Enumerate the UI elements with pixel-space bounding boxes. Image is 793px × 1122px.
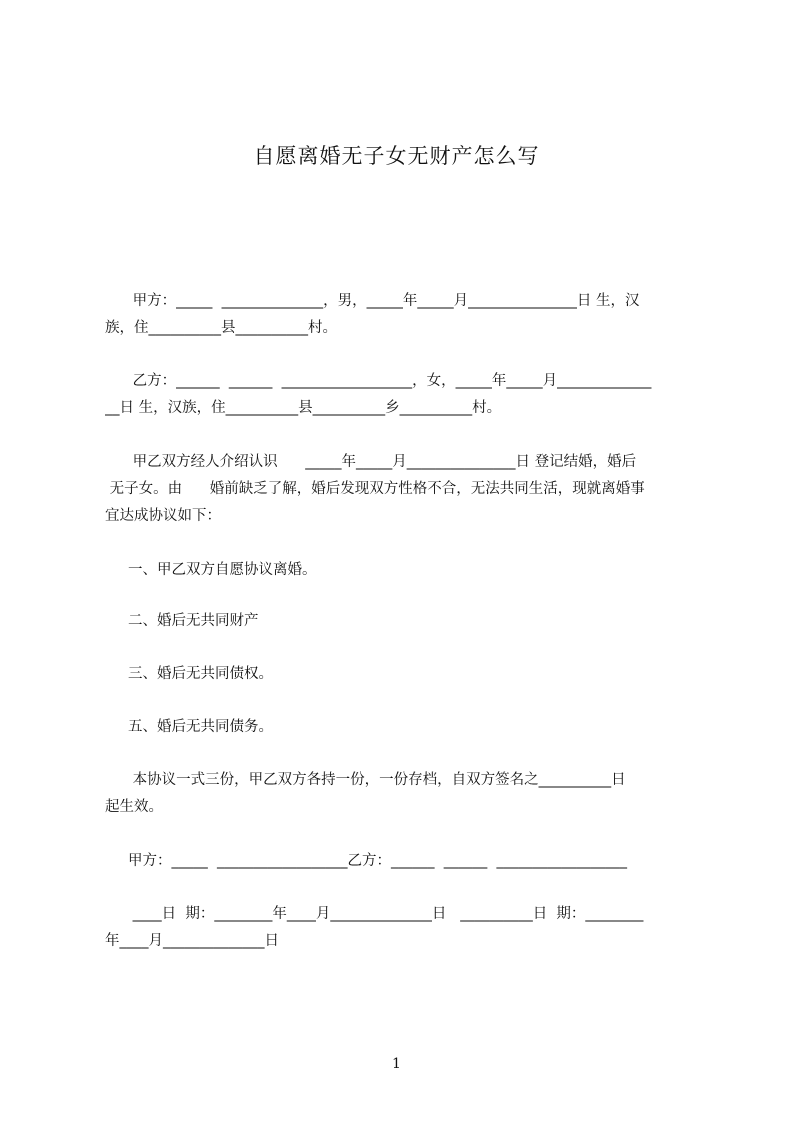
document-title: 自愿离婚无子女无财产怎么写 bbox=[253, 144, 540, 168]
signature-line: 甲方：_____ __________________乙方：______ ______ __________________ bbox=[105, 853, 627, 869]
clause-3: 三、婚后无共同债权。 bbox=[105, 666, 274, 682]
party-b-line-2: __日 生，汉族，住__________县__________乡__________村。 bbox=[105, 400, 502, 416]
date-line-2: 年____月______________日 bbox=[105, 933, 279, 949]
clause-1: 一、甲乙双方自愿协议离婚。 bbox=[105, 562, 317, 578]
party-b-line-1: 乙方：______ ______ __________________，女，_____年_____月_____________ bbox=[105, 373, 652, 389]
background-line-2: 无子女。由 婚前缺乏了解，婚后发现双方性格不合，无法共同生活，现就离婚事 bbox=[105, 481, 645, 497]
party-a-line-2: 族，住__________县__________村。 bbox=[105, 320, 337, 336]
effect-line-1: 本协议一式三份，甲乙双方各持一份，一份存档，自双方签名之__________日 bbox=[105, 772, 626, 788]
party-a-line-1: 甲方：_____ ______________，男，_____年_____月_______________日 生，汉 bbox=[105, 293, 640, 309]
background-line-3: 宜达成协议如下： bbox=[105, 508, 221, 524]
clause-2: 二、婚后无共同财产 bbox=[105, 613, 259, 629]
effect-line-2: 起生效。 bbox=[105, 799, 163, 815]
clause-5: 五、婚后无共同债务。 bbox=[105, 719, 274, 735]
date-line-1: ____日 期：________年____月______________日 __________日 期：________ bbox=[105, 906, 644, 922]
page-number: 1 bbox=[392, 1056, 401, 1072]
background-line-1: 甲乙双方经人介绍认识 _____年_____月_______________日 登记结婚，婚后 bbox=[105, 454, 637, 470]
